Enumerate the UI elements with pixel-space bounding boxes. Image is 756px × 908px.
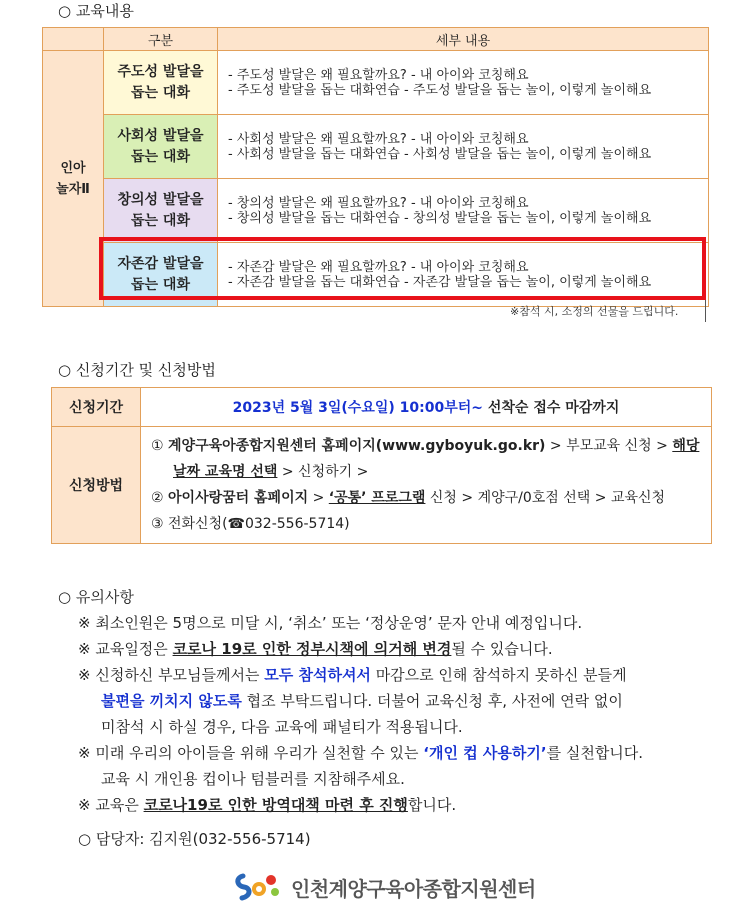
note-3-cont: 불편을 끼치지 않도록 협조 부탁드립니다. 더불어 교육신청 후, 사전에 연락 없이 [101,692,623,710]
center-logo [233,872,536,902]
apply-table [51,387,712,544]
note-2: ※ 교육일정은 코로나 19로 인한 정부시책에 의거해 변경될 수 있습니다. [78,640,553,658]
note-4-cont: 교육 시 개인용 컵이나 텀블러를 지참해주세요. [101,770,405,788]
method-3: ③ 전화신청(☎032-556-5714) [151,516,350,532]
notes-title: ○ 유의사항 [58,588,134,606]
note-3: ※ 신청하신 부모님들께서는 모두 참석하셔서 마감으로 인해 참석하지 못하신 분들게 [78,666,627,684]
note-1: ※ 최소인원은 5명으로 미달 시, ‘취소’ 또는 ‘정상운영’ 문자 안내 예정입니다. [78,614,583,632]
contact: ○ 담당자: 김지원(032-556-5714) [78,830,311,848]
method-value [141,427,712,544]
header-category: 구분 [104,28,218,51]
period-rest: 선착순 접수 마감까지 [483,400,620,416]
note-divider [705,300,706,322]
detail-creativity: - 창의성 발달은 왜 필요할까요? - 내 아이와 코칭해요 - 창의성 발달을 돕는 대화연습 - 창의성 발달을 돕는 놀이, 이렇게 놀이해요 [218,179,709,243]
method-1-cont: 날짜 교육명 선택 > 신청하기 > [173,464,369,480]
detail-sociality: - 사회성 발달은 왜 필요할까요? - 내 아이와 코칭해요 - 사회성 발달을 돕는 대화연습 - 사회성 발달을 돕는 놀이, 이렇게 놀이해요 [218,115,709,179]
edu-section-title: ○ 교육내용 [58,2,134,20]
detail-self-esteem: - 자존감 발달은 왜 필요할까요? - 내 아이와 코칭해요 - 자존감 발달을 돕는 대화연습 - 자존감 발달을 돕는 놀이, 이렇게 놀이해요 [218,243,709,307]
category-self-esteem: 자존감 발달을 돕는 대화 [104,243,218,307]
logo-icon [233,872,283,902]
note-4: ※ 미래 우리의 아이들을 위해 우리가 실천할 수 있는 ‘개인 컵 사용하기’를 실천합니다. [78,744,644,762]
category-sociality: 사회성 발달을 돕는 대화 [104,115,218,179]
note-5: ※ 교육은 코로나19로 인한 방역대책 마련 후 진행합니다. [78,796,457,814]
note-3-cont2: 미참석 시 하실 경우, 다음 교육에 패널티가 적용됩니다. [101,718,463,736]
gift-note: ※참석 시, 소정의 선물을 드립니다. [510,305,679,318]
method-1: ① 계양구육아종합지원센터 홈페이지(www.gyboyuk.go.kr) > 부모교육 신청 > 해당 [151,438,700,454]
method-label: 신청방법 [52,427,141,544]
table-corner [43,28,104,51]
logo-text: 인천계양구육아종합지원센터 [291,876,536,901]
notes-section [58,584,728,852]
category-initiative: 주도성 발달을 돕는 대화 [104,51,218,115]
period-date: 2023년 5월 3일(수요일) 10:00부터~ [232,400,483,416]
highlight-box [99,237,706,300]
period-value [141,388,712,427]
method-2: ② 아이사랑꿈터 홈페이지 > ‘공통’ 프로그램 신청 > 계양구/0호점 선택 > 교육신청 [151,490,666,506]
apply-section-title: ○ 신청기간 및 신청방법 [58,361,216,379]
header-detail: 세부 내용 [218,28,709,51]
category-creativity: 창의성 발달을 돕는 대화 [104,179,218,243]
program-group: 인아 놀자Ⅱ [43,51,104,307]
period-label: 신청기간 [52,388,141,427]
detail-initiative: - 주도성 발달은 왜 필요할까요? - 내 아이와 코칭해요 - 주도성 발달을 돕는 대화연습 - 주도성 발달을 돕는 놀이, 이렇게 놀이해요 [218,51,709,115]
